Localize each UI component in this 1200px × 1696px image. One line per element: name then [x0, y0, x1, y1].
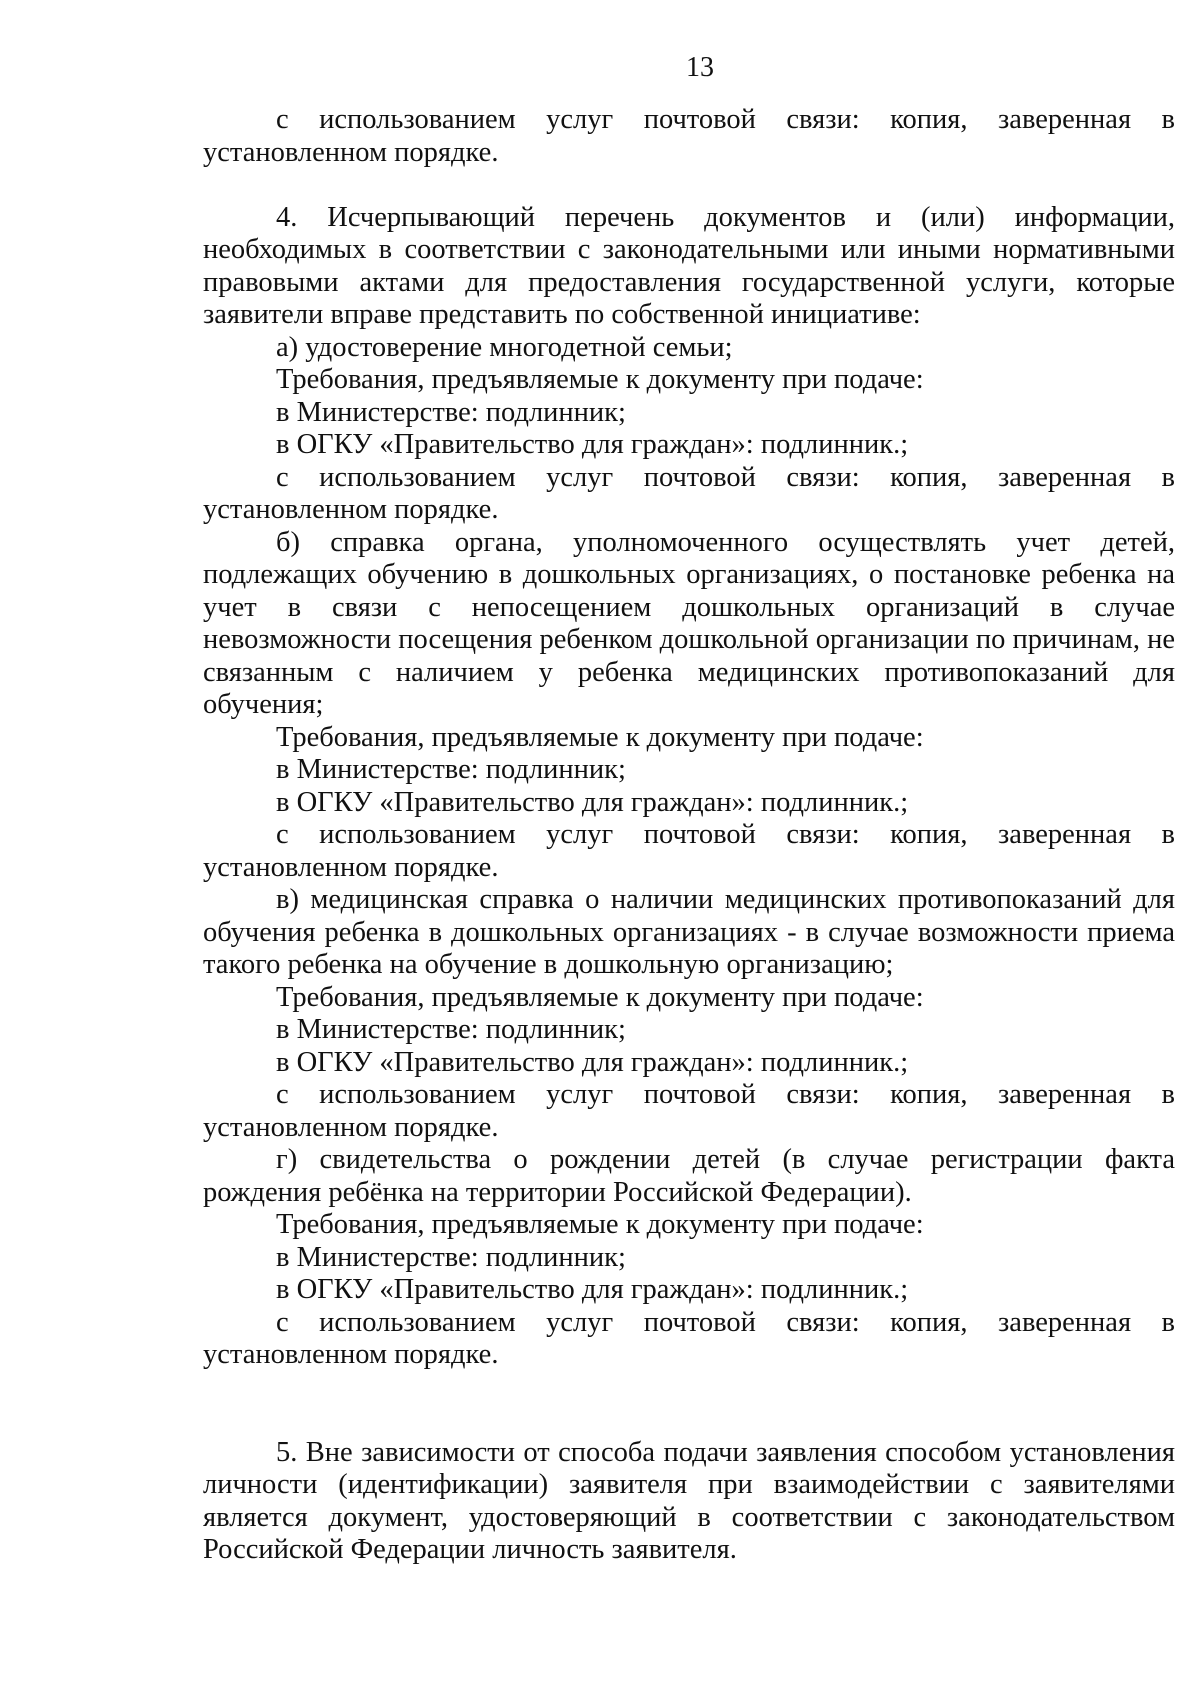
paragraph-item-a: а) удостоверение многодетной семьи;	[276, 331, 733, 363]
page-number: 13	[686, 52, 714, 83]
paragraph-postal-copy: с использованием услуг почтовой связи: копия, заверенная в установленном порядке.	[203, 104, 1175, 168]
paragraph-ministry: в Министерстве: подлинник;	[276, 396, 626, 428]
document-body	[203, 104, 1175, 1567]
paragraph-ogku: в ОГКУ «Правительство для граждан»: подлинник.;	[276, 429, 909, 460]
paragraph-gap	[203, 169, 1175, 202]
paragraph-requirements: Требования, предъявляемые к документу при подаче:	[276, 981, 924, 1013]
paragraph-postal-copy: с использованием услуг почтовой связи: копия, заверенная в установленном порядке.	[203, 819, 1175, 883]
paragraph-postal-copy: с использованием услуг почтовой связи: копия, заверенная в установленном порядке.	[203, 1079, 1175, 1143]
paragraph-requirements: Требования, предъявляемые к документу при подаче:	[276, 721, 924, 753]
paragraph-item-b: б) справка органа, уполномоченного осуществлять учет детей, подлежащих обучению в дошкольных организациях, о постановке ребенка на учет в связи с непосещением дошкольных организаций в случае невозможности посещения ребенком дошкольной организации по причинам, не связанным с наличием у ребенка медицинских противопоказаний для обучения;	[203, 526, 1175, 720]
paragraph-postal-copy: с использованием услуг почтовой связи: копия, заверенная в установленном порядке.	[203, 1306, 1175, 1370]
paragraph-ministry: в Министерстве: подлинник;	[276, 1241, 626, 1273]
paragraph-ogku: в ОГКУ «Правительство для граждан»: подлинник.;	[276, 1274, 909, 1305]
paragraph-section-5: 5. Вне зависимости от способа подачи заявления способом установления личности (идентификации) заявителя при взаимодействии с заявителями является документ, удостоверяющий в соответствии с законодательством Российской Федерации личность заявителя.	[203, 1436, 1175, 1565]
paragraph-ogku: в ОГКУ «Правительство для граждан»: подлинник.;	[276, 786, 909, 818]
paragraph-item-v: в) медицинская справка о наличии медицинских противопоказаний для обучения ребенка в дошкольных организациях - в случае возможности приема такого ребенка на обучение в дошкольную организацию;	[203, 884, 1175, 980]
paragraph-requirements: Требования, предъявляемые к документу при подаче:	[276, 364, 924, 395]
paragraph-requirements: Требования, предъявляемые к документу при подаче:	[276, 1209, 924, 1240]
paragraph-gap	[203, 1372, 1175, 1405]
paragraph-postal-copy: с использованием услуг почтовой связи: копия, заверенная в установленном порядке.	[203, 461, 1175, 525]
paragraph-gap	[203, 1404, 1175, 1437]
paragraph-item-g: г) свидетельства о рождении детей (в случае регистрации факта рождения ребёнка на территории Российской Федерации).	[203, 1144, 1175, 1208]
paragraph-ogku: в ОГКУ «Правительство для граждан»: подлинник.;	[276, 1046, 909, 1078]
paragraph-ministry: в Министерстве: подлинник;	[276, 1014, 626, 1045]
paragraph-ministry: в Министерстве: подлинник;	[276, 754, 626, 785]
paragraph-section-4: 4. Исчерпывающий перечень документов и (или) информации, необходимых в соответствии с законодательными или иными нормативными правовыми актами для предоставления государственной услуги, которые заявители вправе представить по собственной инициативе:	[203, 201, 1175, 330]
